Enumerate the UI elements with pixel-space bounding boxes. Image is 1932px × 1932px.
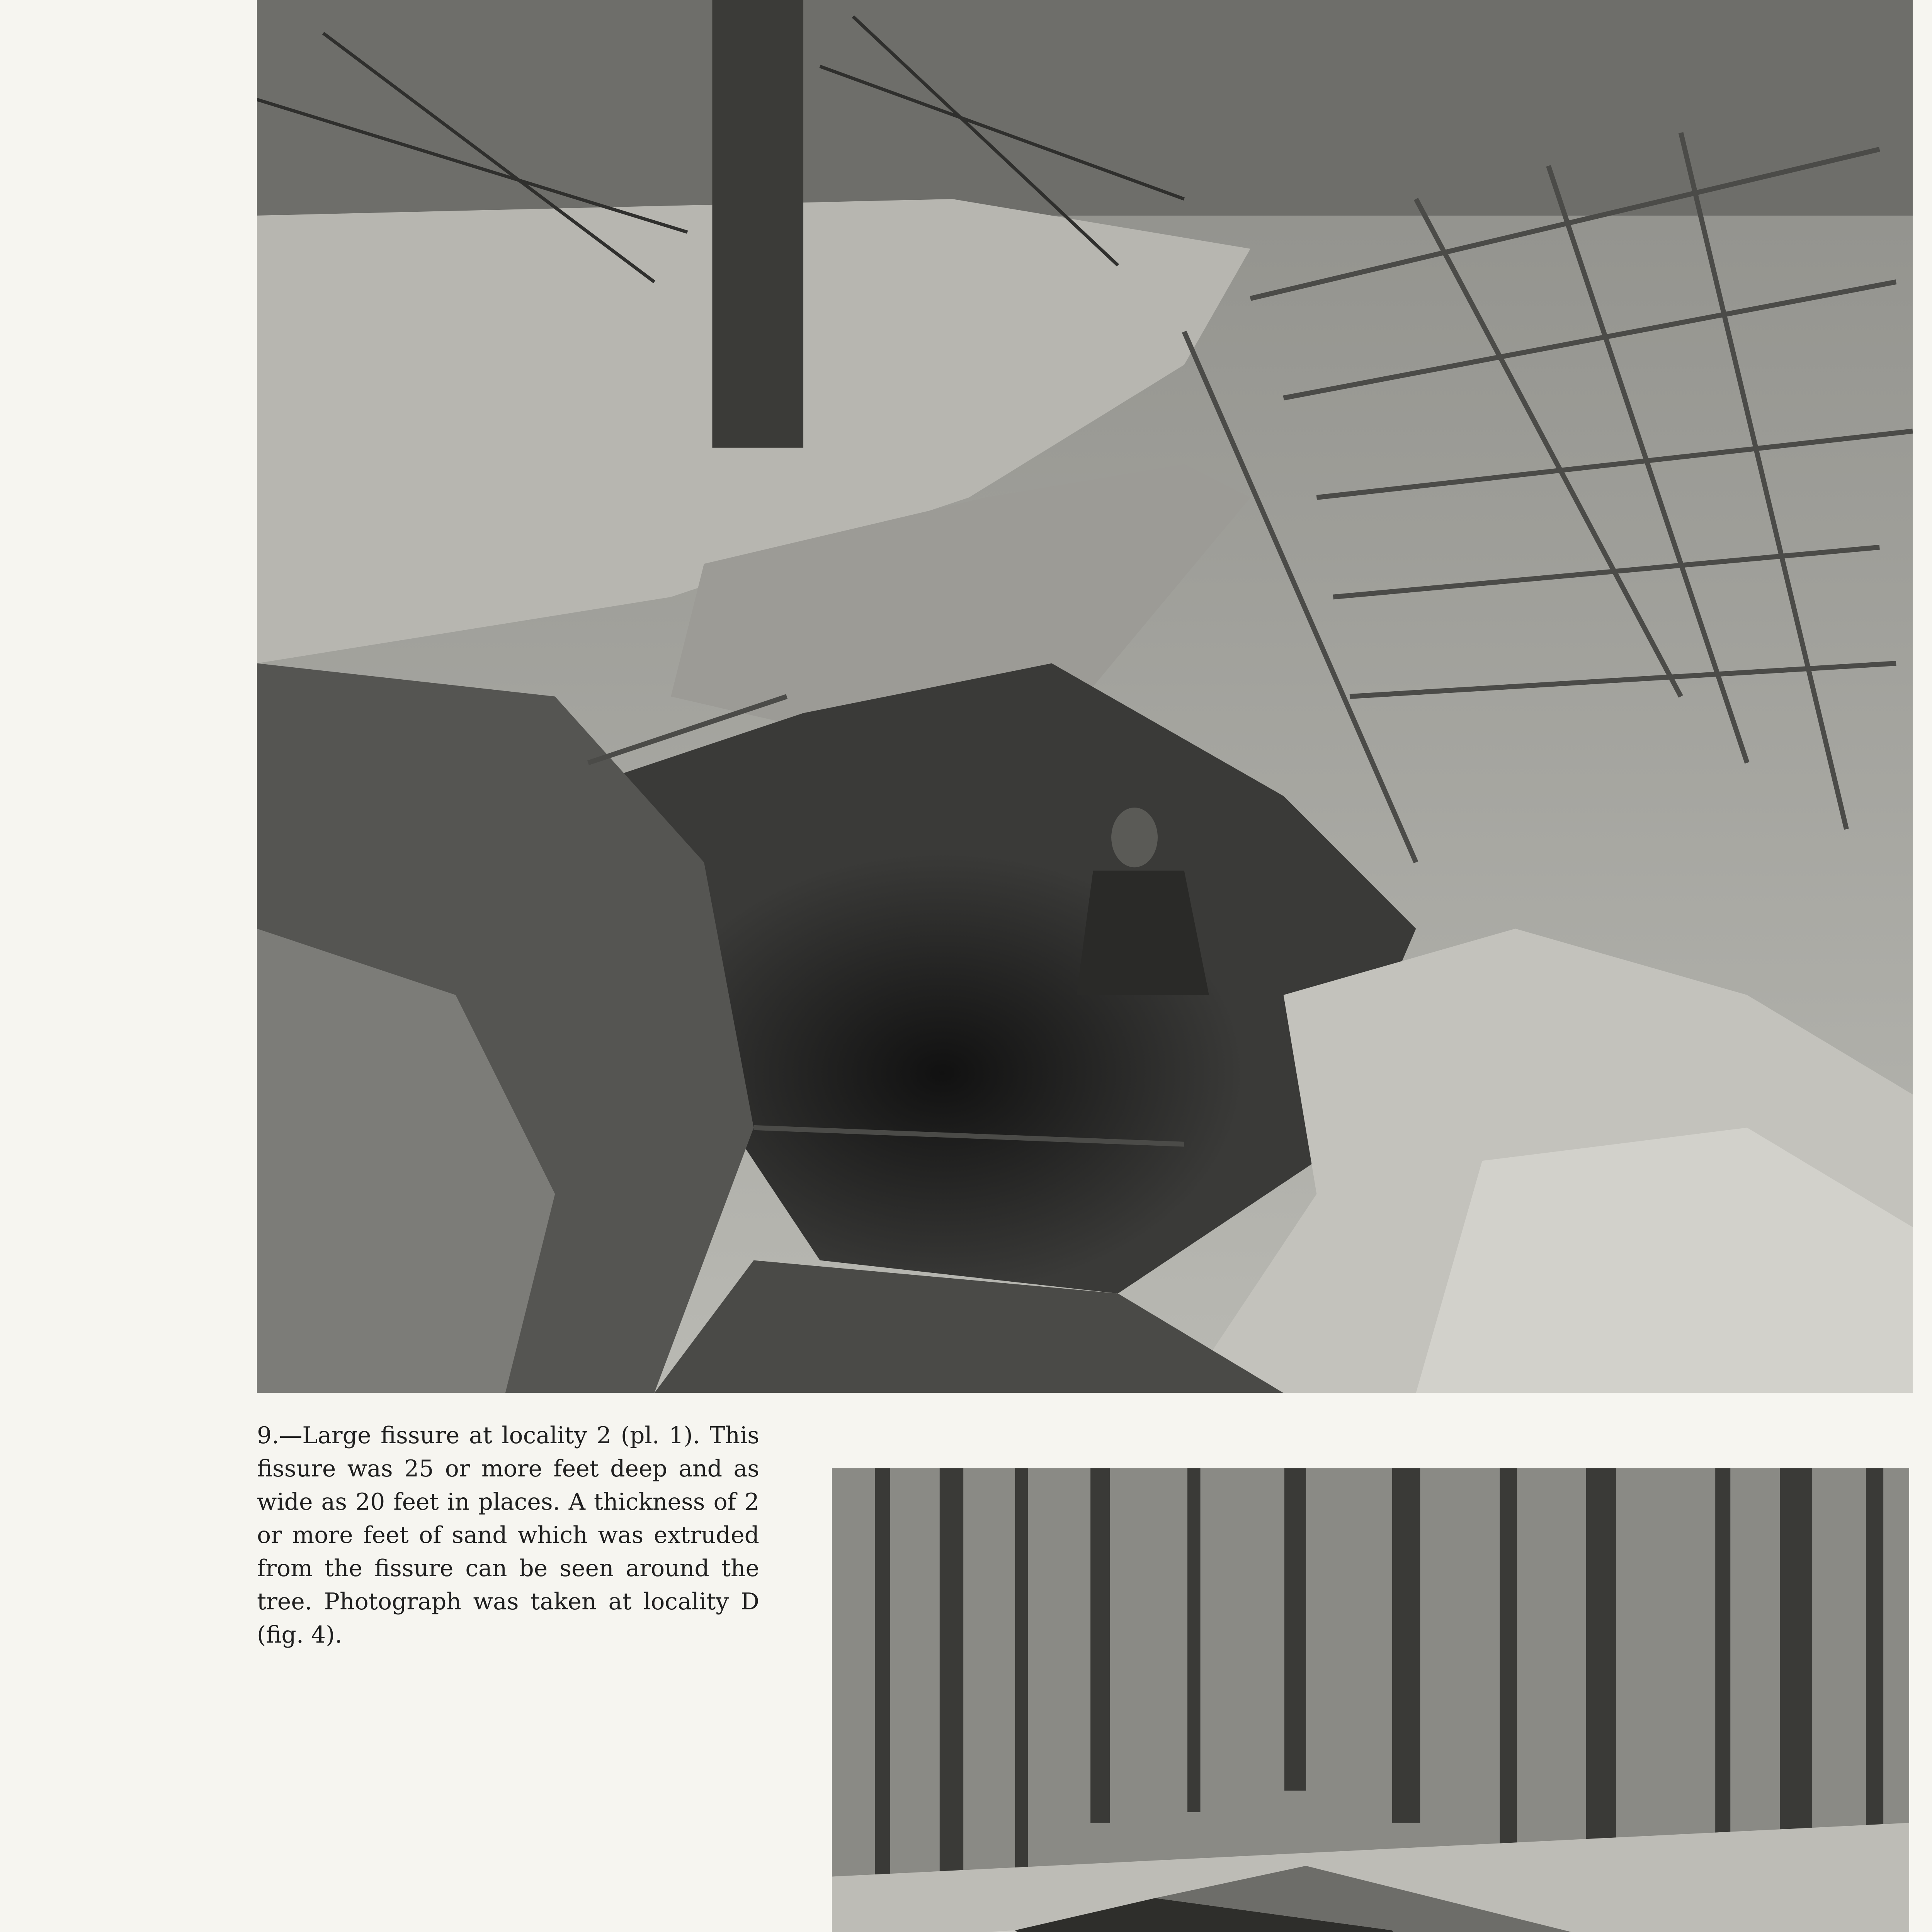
figure-9-photo [257, 0, 1913, 1393]
figure-9-caption: 9.—Large fissure at locality 2 (pl. 1). This fissure was 25 or more feet deep and as wide as 20 feet in places. A thickness of 2 or more feet of sand which was extruded from the fissure can be seen around the tree. Photograph was taken at locality D (fig. 4). [257, 1422, 759, 1648]
figure-10-image [832, 1468, 1909, 1932]
figure-9-image [257, 0, 1913, 1393]
figure-10-photo [832, 1468, 1909, 1932]
